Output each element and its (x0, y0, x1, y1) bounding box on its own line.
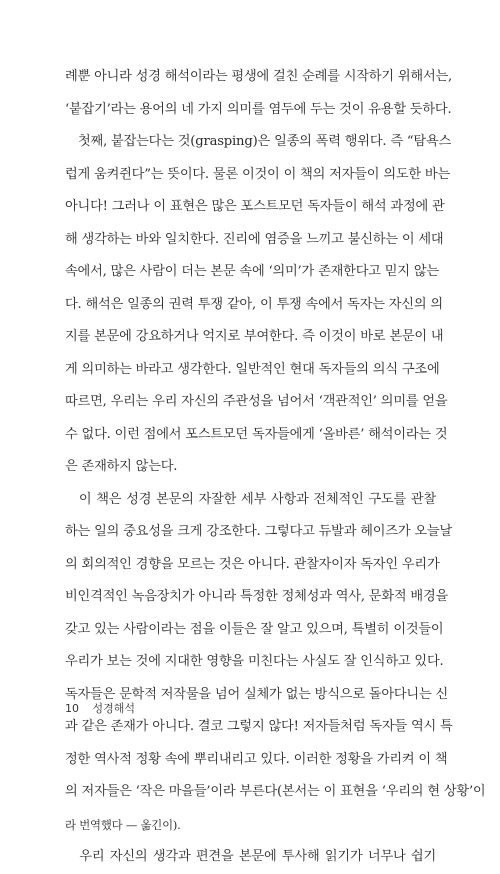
text-line: 하는 일의 중요성을 크게 강조한다. 그렇다고 듀발과 헤이즈가 오늘날 (65, 524, 453, 539)
body-text (65, 61, 486, 874)
text-line: 아니다! 그러나 이 표현은 많은 포스트모던 독자들이 해석 과정에 관 (65, 199, 445, 214)
running-title: 성경해석 (92, 702, 136, 715)
text-line: 비인격적인 녹음장치가 아니라 특정한 정체성과 역사, 문화적 배경을 (65, 589, 449, 604)
text-line: 해 생각하는 바와 일치한다. 진리에 염증을 느끼고 불신하는 이 세대 (65, 231, 444, 247)
text-line: 례뿐 아니라 성경 해석이라는 평생에 걸친 순례를 시작하기 위해서는, (65, 69, 453, 84)
text-line: 이 책은 성경 본문의 자잘한 세부 사항과 전체적인 구도를 관찰 (65, 491, 436, 507)
page-footer (65, 700, 145, 716)
text-line: 럽게 움켜쥔다”는 뜻이다. 물론 이것이 이 책의 저자들이 의도한 바는 (65, 166, 451, 182)
text-line: 은 존재하지 않는다. (65, 459, 178, 474)
text-line: 다. 해석은 일종의 권력 투쟁 같아, 이 투쟁 속에서 독자는 자신의 의 (65, 296, 443, 312)
text-line: 과 같은 존재가 아니다. 결코 그렇지 않다! 저자들처럼 독자들 역시 특 (65, 719, 453, 734)
text-line: 우리가 보는 것에 지대한 영향을 미친다는 사실도 잘 인식하고 있다. (65, 654, 444, 669)
text-line: 갖고 있는 사람이라는 점을 이들은 잘 알고 있으며, 특별히 이것들이 (65, 621, 444, 637)
text-line: ‘붙잡기’라는 용어의 네 가지 의미를 염두에 두는 것이 유용할 듯하다. (65, 101, 452, 117)
text-line: 게 의미하는 바라고 생각한다. 일반적인 현대 독자들의 의식 구조에 (65, 361, 440, 377)
text-line: 라 번역했다 — 옮긴이). (65, 817, 181, 832)
text-line: 의 저자들은 ‘작은 마을들’이라 부른다(본서는 이 표현을 ‘우리의 현 상황’이 (65, 784, 486, 799)
text-line: 따르면, 우리는 우리 자신의 주관성을 넘어서 ‘객관적인’ 의미를 얻을 (65, 394, 448, 409)
text-line: 수 없다. 이런 점에서 포스트모던 독자들에게 ‘올바른’ 해석이라는 것 (65, 426, 448, 442)
text-line: 속에서, 많은 사람이 더는 본문 속에 ‘의미’가 존재한다고 믿지 않는 (65, 264, 439, 279)
text-line: 우리 자신의 생각과 편견을 본문에 투사해 읽기가 너무나 쉽기 (65, 849, 436, 864)
text-line: 지를 본문에 강요하거나 억지로 부여한다. 즉 이것이 바로 본문이 내 (65, 329, 444, 344)
text-line: 정한 역사적 정황 속에 뿌리내리고 있다. 이러한 정황을 가리켜 이 책 (65, 751, 448, 767)
page-number: 10 (65, 702, 79, 715)
text-line: 첫째, 붙잡는다는 것(grasping)은 일종의 폭력 행위다. 즉 “탐욕스 (65, 134, 452, 149)
text-line: 의 회의적인 경향을 모르는 것은 아니다. 관찰자이자 독자인 우리가 (65, 556, 440, 572)
text-line: 독자들은 문학적 저작물을 넘어 실체가 없는 방식으로 돌아다니는 신 (65, 686, 449, 702)
